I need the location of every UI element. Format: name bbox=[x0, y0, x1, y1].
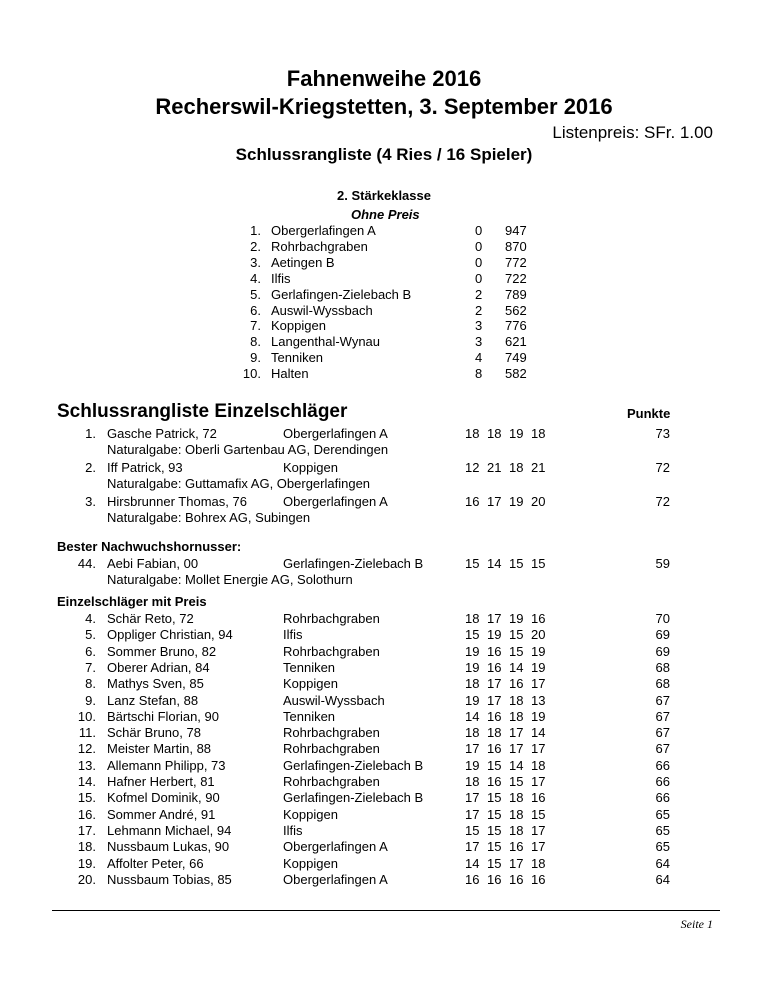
player-team: Ilfis bbox=[283, 822, 303, 838]
player-score: 15 bbox=[487, 822, 502, 838]
team-value-a: 2 bbox=[475, 286, 483, 302]
player-team: Gerlafingen-Zielebach B bbox=[283, 790, 424, 806]
team-value-a: 8 bbox=[475, 366, 483, 382]
player-rank: 44. bbox=[77, 556, 96, 571]
player-points: 59 bbox=[655, 556, 670, 571]
player-score: 15 bbox=[487, 790, 502, 806]
player-team: Rohrbachgraben bbox=[283, 774, 380, 789]
player-team: Gerlafingen-Zielebach B bbox=[283, 556, 424, 571]
team-value-b: 776 bbox=[505, 318, 527, 334]
player-score: 20 bbox=[531, 627, 546, 643]
player-score: 18 bbox=[487, 725, 502, 741]
team-value-b: 789 bbox=[505, 286, 527, 302]
player-score: 15 bbox=[509, 556, 524, 571]
player-name: Iff Patrick, 93 bbox=[107, 460, 183, 475]
player-score: 16 bbox=[487, 643, 502, 659]
footer-divider bbox=[52, 910, 720, 911]
player-points: 67 bbox=[655, 741, 670, 757]
player-score: 16 bbox=[509, 676, 524, 692]
event-subtitle: Recherswil-Kriegstetten, 3. September 2016 bbox=[155, 94, 613, 119]
player-name: Nussbaum Tobias, 85 bbox=[107, 871, 232, 887]
player-score: 17 bbox=[509, 741, 524, 757]
player-team: Ilfis bbox=[283, 627, 303, 643]
player-score: 16 bbox=[509, 839, 524, 855]
player-score: 19 bbox=[465, 757, 480, 773]
player-score: 18 bbox=[531, 855, 546, 871]
team-rank: 5. bbox=[250, 286, 261, 302]
team-value-b: 749 bbox=[505, 350, 527, 366]
team-name: Aetingen B bbox=[271, 254, 335, 270]
player-score: 17 bbox=[487, 676, 502, 692]
player-points: 66 bbox=[655, 757, 670, 773]
player-score: 15 bbox=[465, 822, 480, 838]
player-points: 64 bbox=[655, 855, 670, 871]
player-score: 16 bbox=[531, 871, 546, 887]
player-score: 18 bbox=[465, 426, 480, 441]
team-value-a: 3 bbox=[475, 334, 483, 350]
player-score: 19 bbox=[509, 611, 524, 626]
team-rank: 4. bbox=[250, 270, 261, 286]
player-team: Tenniken bbox=[283, 708, 336, 724]
player-team: Koppigen bbox=[283, 460, 338, 475]
player-score: 16 bbox=[487, 659, 502, 675]
player-team: Obergerlafingen A bbox=[283, 494, 388, 509]
player-rank: 15. bbox=[77, 790, 96, 806]
player-score: 12 bbox=[465, 460, 480, 475]
player-points: 73 bbox=[655, 426, 670, 441]
player-name: Oberer Adrian, 84 bbox=[107, 659, 210, 675]
player-score: 14 bbox=[531, 725, 546, 741]
team-rank: 8. bbox=[250, 334, 261, 350]
player-score: 16 bbox=[465, 494, 480, 509]
player-score: 21 bbox=[531, 460, 546, 475]
team-rank: 10. bbox=[242, 366, 261, 382]
player-points: 68 bbox=[655, 659, 670, 675]
list-price: Listenpreis: SFr. 1.00 bbox=[552, 123, 713, 142]
team-value-a: 0 bbox=[475, 270, 483, 286]
team-name: Obergerlafingen A bbox=[271, 223, 376, 238]
player-score: 17 bbox=[465, 839, 480, 855]
player-points: 66 bbox=[655, 790, 670, 806]
player-rank: 20. bbox=[77, 871, 96, 887]
player-score: 15 bbox=[487, 757, 502, 773]
player-points: 67 bbox=[655, 725, 670, 741]
player-score: 14 bbox=[487, 556, 502, 571]
player-points: 72 bbox=[655, 494, 670, 509]
team-rank: 7. bbox=[250, 318, 261, 334]
player-score: 17 bbox=[531, 839, 546, 855]
player-rank: 9. bbox=[85, 692, 96, 708]
team-value-a: 4 bbox=[475, 350, 483, 366]
team-name: Koppigen bbox=[271, 318, 326, 334]
team-value-b: 621 bbox=[505, 334, 527, 350]
team-value-b: 582 bbox=[505, 366, 527, 382]
player-score: 19 bbox=[465, 659, 480, 675]
player-score: 19 bbox=[465, 643, 480, 659]
player-score: 15 bbox=[531, 806, 546, 822]
team-name: Auswil-Wyssbach bbox=[271, 302, 373, 318]
player-score: 18 bbox=[531, 426, 546, 441]
player-score: 19 bbox=[465, 692, 480, 708]
player-score: 17 bbox=[487, 692, 502, 708]
player-points: 64 bbox=[655, 871, 670, 887]
player-team: Obergerlafingen A bbox=[283, 871, 388, 887]
player-team: Obergerlafingen A bbox=[283, 426, 388, 441]
player-score: 15 bbox=[509, 774, 524, 789]
player-score: 15 bbox=[487, 855, 502, 871]
player-points: 65 bbox=[655, 839, 670, 855]
player-score: 18 bbox=[531, 757, 546, 773]
player-score: 13 bbox=[531, 692, 546, 708]
player-points: 70 bbox=[655, 611, 670, 626]
player-score: 18 bbox=[465, 676, 480, 692]
team-name: Langenthal-Wynau bbox=[271, 334, 381, 350]
player-score: 17 bbox=[531, 741, 546, 757]
player-name: Sommer André, 91 bbox=[107, 806, 216, 822]
player-score: 19 bbox=[509, 426, 524, 441]
team-value-b: 870 bbox=[505, 238, 527, 254]
player-score: 15 bbox=[465, 627, 480, 643]
player-score: 17 bbox=[465, 741, 480, 757]
youth-heading: Bester Nachwuchshornusser: bbox=[57, 539, 242, 554]
player-score: 16 bbox=[487, 741, 502, 757]
player-score: 18 bbox=[487, 426, 502, 441]
player-points: 72 bbox=[655, 460, 670, 475]
player-name: Hafner Herbert, 81 bbox=[107, 774, 215, 789]
team-name: Rohrbachgraben bbox=[271, 238, 368, 254]
player-name: Sommer Bruno, 82 bbox=[107, 643, 217, 659]
team-value-b: 722 bbox=[505, 270, 527, 286]
player-score: 17 bbox=[509, 855, 524, 871]
player-name: Lehmann Michael, 94 bbox=[107, 822, 232, 838]
class-subheading: Ohne Preis bbox=[351, 207, 420, 222]
player-rank: 1. bbox=[85, 426, 96, 441]
player-points: 65 bbox=[655, 806, 670, 822]
player-team: Rohrbachgraben bbox=[283, 611, 380, 626]
team-name: Gerlafingen-Zielebach B bbox=[271, 286, 412, 302]
player-name: Lanz Stefan, 88 bbox=[107, 692, 199, 708]
player-team: Rohrbachgraben bbox=[283, 725, 380, 741]
player-team: Rohrbachgraben bbox=[283, 643, 380, 659]
player-team: Koppigen bbox=[283, 806, 338, 822]
player-score: 16 bbox=[487, 708, 502, 724]
player-score: 16 bbox=[465, 871, 480, 887]
player-rank: 13. bbox=[77, 757, 96, 773]
player-score: 16 bbox=[509, 871, 524, 887]
team-rank: 3. bbox=[250, 254, 261, 270]
player-rank: 19. bbox=[77, 855, 96, 871]
team-name: Tenniken bbox=[271, 350, 324, 366]
player-name: Schär Reto, 72 bbox=[107, 611, 194, 626]
player-rank: 4. bbox=[85, 611, 96, 626]
player-score: 18 bbox=[465, 774, 480, 789]
player-points: 69 bbox=[655, 643, 670, 659]
player-name: Schär Bruno, 78 bbox=[107, 725, 201, 741]
page-number: Seite 1 bbox=[680, 917, 713, 931]
player-name: Allemann Philipp, 73 bbox=[107, 757, 226, 773]
team-value-a: 3 bbox=[475, 318, 483, 334]
team-value-b: 947 bbox=[505, 223, 527, 238]
team-value-b: 562 bbox=[505, 302, 527, 318]
player-team: Koppigen bbox=[283, 676, 338, 692]
player-rank: 11. bbox=[78, 725, 96, 741]
player-score: 19 bbox=[531, 708, 546, 724]
player-score: 16 bbox=[487, 871, 502, 887]
player-score: 17 bbox=[465, 790, 480, 806]
player-score: 19 bbox=[531, 643, 546, 659]
player-score: 17 bbox=[487, 494, 502, 509]
points-header: Punkte bbox=[627, 406, 671, 421]
team-value-b: 772 bbox=[505, 254, 527, 270]
team-rank: 1. bbox=[250, 223, 261, 238]
player-score: 19 bbox=[531, 659, 546, 675]
player-prize: Naturalgabe: Mollet Energie AG, Solothurn bbox=[107, 572, 353, 587]
player-score: 17 bbox=[487, 611, 502, 626]
class-heading: 2. Stärkeklasse bbox=[337, 188, 431, 203]
player-name: Gasche Patrick, 72 bbox=[107, 426, 217, 441]
player-name: Oppliger Christian, 94 bbox=[107, 627, 233, 643]
player-rank: 16. bbox=[77, 806, 96, 822]
player-score: 15 bbox=[531, 556, 546, 571]
player-score: 14 bbox=[465, 855, 480, 871]
player-rank: 17. bbox=[77, 822, 96, 838]
player-name: Nussbaum Lukas, 90 bbox=[107, 839, 230, 855]
player-score: 17 bbox=[531, 822, 546, 838]
player-score: 17 bbox=[509, 725, 524, 741]
player-score: 15 bbox=[487, 839, 502, 855]
team-rank: 2. bbox=[250, 238, 261, 254]
player-points: 67 bbox=[655, 692, 670, 708]
player-score: 15 bbox=[509, 643, 524, 659]
player-team: Obergerlafingen A bbox=[283, 839, 388, 855]
player-points: 65 bbox=[655, 822, 670, 838]
player-rank: 6. bbox=[85, 643, 96, 659]
player-rank: 14. bbox=[77, 774, 96, 789]
player-name: Aebi Fabian, 00 bbox=[107, 556, 199, 571]
player-score: 14 bbox=[509, 659, 524, 675]
player-rank: 18. bbox=[77, 839, 96, 855]
player-name: Mathys Sven, 85 bbox=[107, 676, 204, 692]
player-score: 18 bbox=[465, 725, 480, 741]
player-prize: Naturalgabe: Bohrex AG, Subingen bbox=[107, 510, 311, 525]
player-score: 19 bbox=[509, 494, 524, 509]
player-points: 67 bbox=[655, 708, 670, 724]
individual-heading: Schlussrangliste Einzelschläger bbox=[57, 401, 348, 422]
player-name: Bärtschi Florian, 90 bbox=[107, 708, 219, 724]
player-score: 18 bbox=[509, 822, 524, 838]
player-rank: 7. bbox=[85, 659, 96, 675]
prize-heading: Einzelschläger mit Preis bbox=[57, 594, 207, 609]
player-score: 16 bbox=[531, 790, 546, 806]
player-score: 15 bbox=[465, 556, 480, 571]
player-score: 14 bbox=[509, 757, 524, 773]
player-score: 17 bbox=[531, 774, 546, 789]
player-rank: 12. bbox=[77, 741, 96, 757]
player-rank: 2. bbox=[85, 460, 96, 475]
player-score: 15 bbox=[487, 806, 502, 822]
player-team: Gerlafingen-Zielebach B bbox=[283, 757, 424, 773]
player-team: Tenniken bbox=[283, 659, 336, 675]
team-value-a: 2 bbox=[475, 302, 483, 318]
player-score: 18 bbox=[509, 806, 524, 822]
player-points: 69 bbox=[655, 627, 670, 643]
player-score: 17 bbox=[531, 676, 546, 692]
team-name: Ilfis bbox=[271, 270, 291, 286]
ranking-subtitle: Schlussrangliste (4 Ries / 16 Spieler) bbox=[235, 145, 533, 164]
player-points: 66 bbox=[655, 774, 670, 789]
player-name: Meister Martin, 88 bbox=[107, 741, 212, 757]
player-rank: 8. bbox=[85, 676, 96, 692]
player-points: 68 bbox=[655, 676, 670, 692]
team-rank: 6. bbox=[250, 302, 261, 318]
team-value-a: 0 bbox=[475, 254, 483, 270]
team-name: Halten bbox=[271, 366, 309, 382]
team-value-a: 0 bbox=[475, 238, 483, 254]
player-score: 17 bbox=[465, 806, 480, 822]
player-score: 16 bbox=[487, 774, 502, 789]
player-score: 18 bbox=[509, 790, 524, 806]
player-score: 21 bbox=[487, 460, 502, 475]
player-score: 18 bbox=[509, 708, 524, 724]
player-team: Koppigen bbox=[283, 855, 338, 871]
player-name: Hirsbrunner Thomas, 76 bbox=[107, 494, 247, 509]
player-rank: 10. bbox=[77, 708, 96, 724]
player-score: 19 bbox=[487, 627, 502, 643]
player-score: 15 bbox=[509, 627, 524, 643]
player-score: 20 bbox=[531, 494, 546, 509]
page-title: Fahnenweihe 2016 bbox=[286, 66, 482, 91]
player-score: 18 bbox=[509, 692, 524, 708]
player-score: 18 bbox=[465, 611, 480, 626]
player-team: Rohrbachgraben bbox=[283, 741, 380, 757]
team-rank: 9. bbox=[250, 350, 261, 366]
player-prize: Naturalgabe: Guttamafix AG, Obergerlafingen bbox=[107, 476, 371, 491]
player-team: Auswil-Wyssbach bbox=[283, 692, 385, 708]
player-score: 14 bbox=[465, 708, 480, 724]
player-score: 16 bbox=[531, 611, 546, 626]
player-name: Affolter Peter, 66 bbox=[107, 855, 204, 871]
player-rank: 3. bbox=[85, 494, 96, 509]
team-value-a: 0 bbox=[475, 223, 483, 238]
player-rank: 5. bbox=[85, 627, 96, 643]
player-name: Kofmel Dominik, 90 bbox=[107, 790, 220, 806]
player-prize: Naturalgabe: Oberli Gartenbau AG, Derendingen bbox=[107, 442, 389, 457]
player-score: 18 bbox=[509, 460, 524, 475]
